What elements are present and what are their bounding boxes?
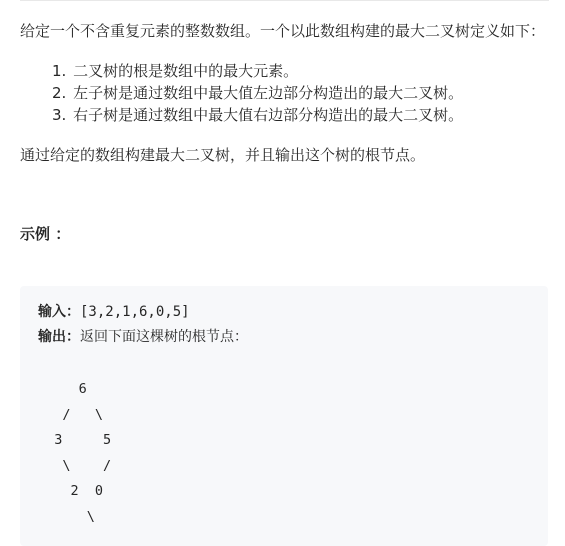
input-label: 输入： <box>38 304 80 320</box>
tree-line: 6 <box>38 381 87 397</box>
rule-number: 1. <box>52 62 67 80</box>
tree-line: \ <box>38 508 95 525</box>
tree-line: 3 5 <box>38 432 112 448</box>
rule-text: 左子树是通过数组中最大值左边部分构造出的最大二叉树。 <box>73 84 464 102</box>
example-input <box>38 300 548 325</box>
tree-diagram <box>38 377 548 530</box>
example-heading: 示例 ： <box>20 225 71 243</box>
rules-list <box>20 60 550 126</box>
problem-summary: 通过给定的数组构建最大二叉树，并且输出这个树的根节点。 <box>20 146 426 164</box>
problem-description <box>20 20 550 245</box>
tree-line: 2 0 <box>38 483 104 499</box>
example-output <box>38 325 548 350</box>
rule-number: 2. <box>52 84 67 102</box>
rule-item <box>52 104 550 126</box>
tree-line: / \ <box>38 406 104 423</box>
top-divider <box>20 0 549 1</box>
tree-line: \ / <box>38 457 112 474</box>
problem-intro: 给定一个不含重复元素的整数数组。一个以此数组构建的最大二叉树定义如下： <box>20 22 546 40</box>
example-code-block <box>20 286 548 546</box>
output-label: 输出： <box>38 329 80 345</box>
output-value: 返回下面这棵树的根节点： <box>80 329 248 345</box>
input-value: [3,2,1,6,0,5] <box>80 304 190 320</box>
rule-text: 二叉树的根是数组中的最大元素。 <box>73 62 299 80</box>
rule-item <box>52 82 550 104</box>
rule-item <box>52 60 550 82</box>
rule-text: 右子树是通过数组中最大值右边部分构造出的最大二叉树。 <box>73 106 464 124</box>
rule-number: 3. <box>52 106 67 124</box>
